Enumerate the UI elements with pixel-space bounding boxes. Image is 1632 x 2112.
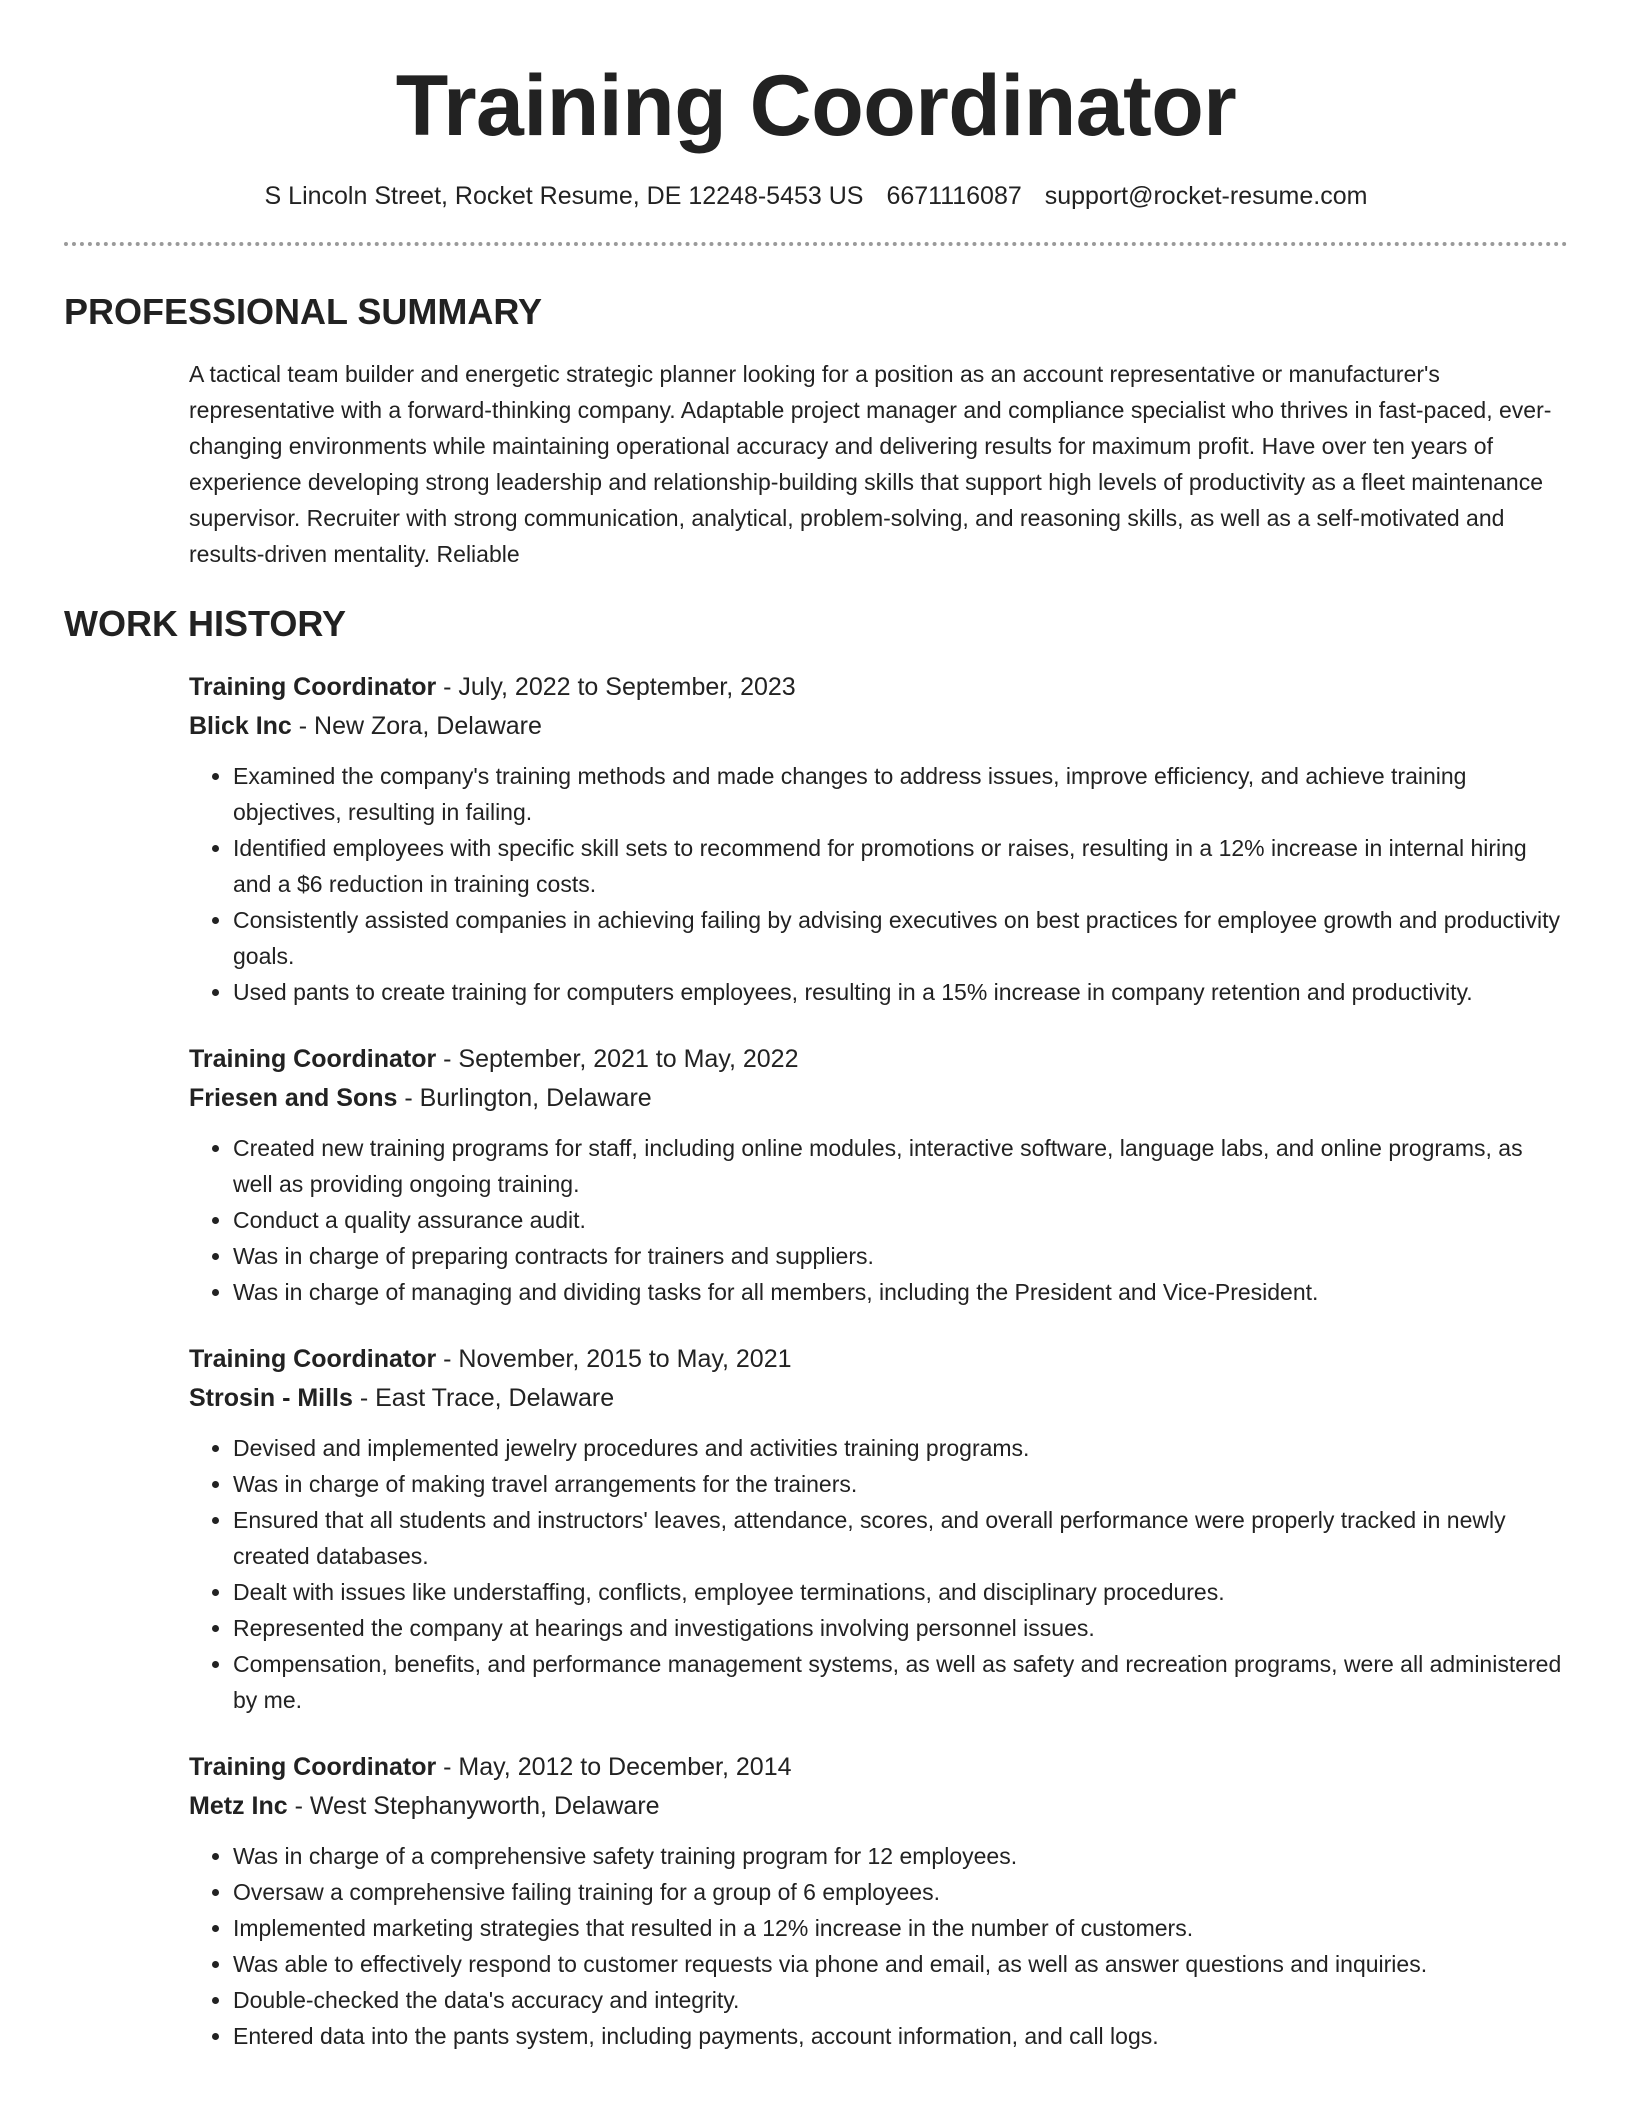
job-company: Metz Inc [189, 1792, 288, 1820]
job-bullet: • Compensation, benefits, and performance management systems, as well as safety and recreation programs, were all administered by me. [233, 1646, 1568, 1718]
job-company-line [189, 707, 1568, 746]
job-title-line [189, 1340, 1568, 1379]
job-bullets [189, 758, 1568, 1010]
resume-page [64, 0, 1568, 2054]
job-title-line [189, 1748, 1568, 1787]
resume-title: Training Coordinator [395, 58, 1237, 154]
job-bullet: • Consistently assisted companies in achieving failing by advising executives on best practices for employee growth and productivity goals. [233, 902, 1568, 974]
job-bullet: • Represented the company at hearings and investigations involving personnel issues. [233, 1610, 1568, 1646]
job-bullet: • Oversaw a comprehensive failing training for a group of 6 employees. [233, 1874, 1568, 1910]
summary-heading: PROFESSIONAL SUMMARY [64, 291, 543, 332]
header-divider [64, 242, 1568, 246]
job-bullet: • Conduct a quality assurance audit. [233, 1202, 1568, 1238]
job-dates: - July, 2022 to September, 2023 [436, 673, 796, 701]
job-dates: - September, 2021 to May, 2022 [436, 1045, 799, 1073]
contact-address: S Lincoln Street, Rocket Resume, DE 12248-5453 US [264, 182, 864, 210]
job-location: - West Stephanyworth, Delaware [287, 1792, 660, 1820]
job-entry [189, 668, 1568, 1010]
job-location: - New Zora, Delaware [291, 712, 542, 740]
job-bullet: • Implemented marketing strategies that resulted in a 12% increase in the number of customers. [233, 1910, 1568, 1946]
job-bullet: • Was in charge of managing and dividing tasks for all members, including the President and Vice-President. [233, 1274, 1568, 1310]
job-title: Training Coordinator [189, 1045, 437, 1073]
contact-email: support@rocket-resume.com [1044, 182, 1368, 210]
job-entry [189, 1748, 1568, 2054]
job-bullets [189, 1130, 1568, 1310]
job-dates: - May, 2012 to December, 2014 [436, 1753, 792, 1781]
job-entry [189, 1340, 1568, 1718]
job-company: Friesen and Sons [189, 1084, 398, 1112]
contact-line [64, 180, 1568, 212]
job-bullet: • Was in charge of a comprehensive safety training program for 12 employees. [233, 1838, 1568, 1874]
job-bullet: • Entered data into the pants system, including payments, account information, and call logs. [233, 2018, 1568, 2054]
job-company-line [189, 1379, 1568, 1418]
job-bullet: • Was in charge of making travel arrangements for the trainers. [233, 1466, 1568, 1502]
job-dates: - November, 2015 to May, 2021 [436, 1345, 792, 1373]
job-bullets [189, 1430, 1568, 1718]
contact-phone: 6671116087 [886, 182, 1022, 210]
job-bullet: • Ensured that all students and instructors' leaves, attendance, scores, and overall performance were properly tracked in newly created databases. [233, 1502, 1568, 1574]
job-title: Training Coordinator [189, 673, 437, 701]
job-title-line [189, 668, 1568, 707]
job-location: - Burlington, Delaware [397, 1084, 652, 1112]
summary-text: A tactical team builder and energetic strategic planner looking for a position as an account representative or manufacturer's representative with a forward-thinking company. Adaptable project manager and compliance specialist who thrives in fast-paced, ever-changing environments while maintaining operational accuracy and delivering results for maximum profit. Have over ten years of experience developing strong leadership and relationship-building skills that support high levels of productivity as a fleet maintenance supervisor. Recruiter with strong communication, analytical, problem-solving, and reasoning skills, as well as a self-motivated and results-driven mentality. Reliable [189, 361, 1552, 567]
job-title: Training Coordinator [189, 1753, 437, 1781]
job-bullet: • Identified employees with specific skill sets to recommend for promotions or raises, resulting in a 12% increase in internal hiring and a $6 reduction in training costs. [233, 830, 1568, 902]
job-bullet: • Was able to effectively respond to customer requests via phone and email, as well as answer questions and inquiries. [233, 1946, 1568, 1982]
work-history-heading: WORK HISTORY [64, 603, 347, 644]
job-bullet: • Used pants to create training for computers employees, resulting in a 15% increase in company retention and productivity. [233, 974, 1568, 1010]
job-title: Training Coordinator [189, 1345, 437, 1373]
job-location: - East Trace, Delaware [352, 1384, 615, 1412]
job-bullet: • Created new training programs for staff, including online modules, interactive software, language labs, and online programs, as well as providing ongoing training. [233, 1130, 1568, 1202]
job-bullets [189, 1838, 1568, 2054]
job-bullet: • Examined the company's training methods and made changes to address issues, improve efficiency, and achieve training objectives, resulting in failing. [233, 758, 1568, 830]
job-company-line [189, 1787, 1568, 1826]
job-title-line [189, 1040, 1568, 1079]
job-company: Strosin - Mills [189, 1384, 353, 1412]
job-bullet: • Was in charge of preparing contracts for trainers and suppliers. [233, 1238, 1568, 1274]
job-entry [189, 1040, 1568, 1310]
job-bullet: • Devised and implemented jewelry procedures and activities training programs. [233, 1430, 1568, 1466]
job-bullet: • Dealt with issues like understaffing, conflicts, employee terminations, and disciplinary procedures. [233, 1574, 1568, 1610]
job-company-line [189, 1079, 1568, 1118]
job-bullet: • Double-checked the data's accuracy and integrity. [233, 1982, 1568, 2018]
job-company: Blick Inc [189, 712, 292, 740]
